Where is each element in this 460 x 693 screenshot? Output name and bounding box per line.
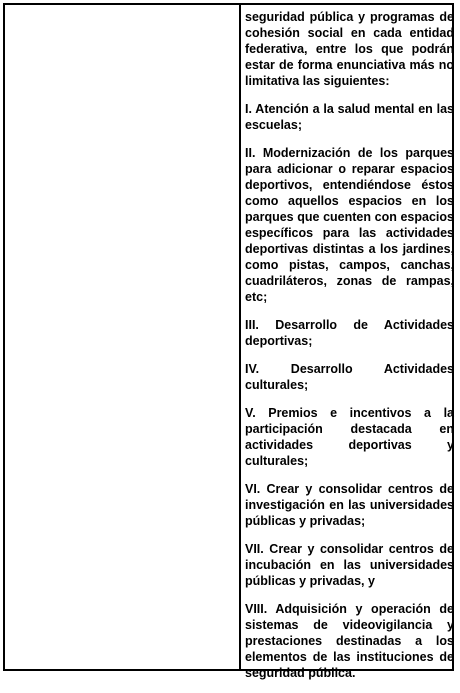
right-column-cell: [245, 9, 454, 693]
list-item-v: V. Premios e incentivos a la participación destacada en actividades deportivas y culturales;: [245, 406, 454, 468]
left-column-cell: [5, 5, 239, 669]
list-item-viii: VIII. Adquisición y operación de sistemas de videovigilancia y prestaciones destinadas a los elementos de las instituciones de seguridad pública.: [245, 602, 454, 680]
column-divider: [239, 5, 241, 669]
list-item-vi: VI. Crear y consolidar centros de investigación en las universidades públicas y privadas;: [245, 482, 454, 528]
comparison-table: [3, 3, 454, 680]
list-item-iv: IV. Desarrollo Actividades culturales;: [245, 362, 454, 392]
list-item-vii: VII. Crear y consolidar centros de incubación en las universidades públicas y privadas, y: [245, 542, 454, 588]
intro-paragraph: seguridad pública y programas de cohesión social en cada entidad federativa, entre los que podrán estar de forma enunciativa más no limitativa las siguientes:: [245, 10, 454, 88]
list-item-i: I. Atención a la salud mental en las escuelas;: [245, 102, 454, 132]
list-item-ii: II. Modernización de los parques para adicionar o reparar espacios deportivos, entendiéndose éstos como aquellos espacios en los parques que cuenten con espacios específicos para las actividades deportivas distintas a los jardines, como pistas, campos, canchas, cuadriláteros, zonas de rampas, etc;: [245, 146, 454, 304]
list-item-iii: III. Desarrollo de Actividades deportivas;: [245, 318, 454, 348]
